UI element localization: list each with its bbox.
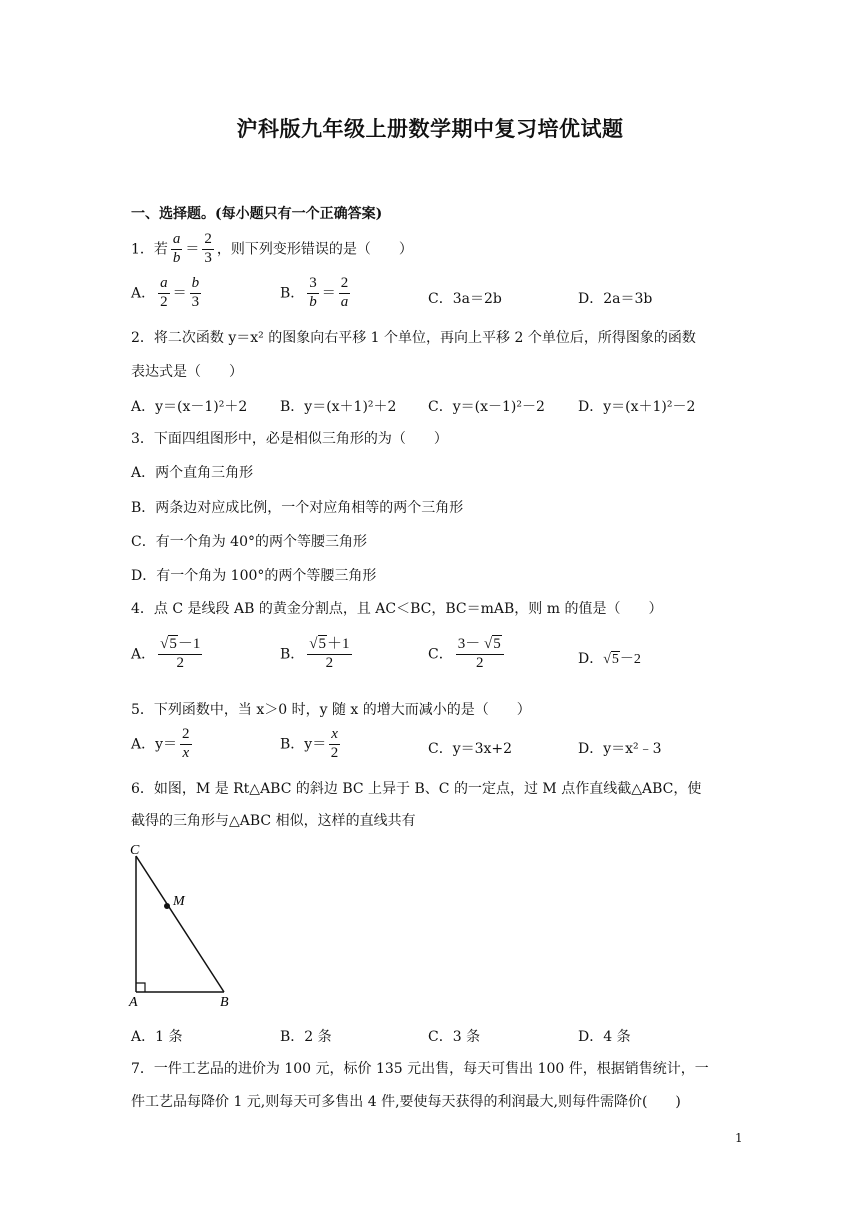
question-6-option-d: D．4 条: [578, 1029, 631, 1045]
question-3-option-c: C．有一个角为 40°的两个等腰三角形: [131, 534, 367, 550]
question-7-stem-line2: 件工艺品每降价 1 元,则每天可多售出 4 件,要使每天获得的利润最大,则每件需降价( ): [131, 1094, 681, 1110]
question-4-option-c: C． $\frac{3- √5}{2}$: [428, 637, 507, 672]
question-3-option-d: D．有一个角为 100°的两个等腰三角形: [131, 568, 377, 584]
question-1-option-a: A． $\frac{a}{2}$ ＝ $\frac{b}{3}$: [131, 275, 200, 310]
question-6-option-a: A．1 条: [131, 1029, 183, 1045]
question-7-stem-line1: 7．一件工艺品的进价为 100 元，标价 135 元出售，每天可售出 100 件，根据销售统计，一: [131, 1061, 709, 1077]
question-4-option-b: B． $\frac{√5+1}{2}$: [280, 636, 350, 671]
question-3-option-b: B．两条边对应成比例，一个对应角相等的两个三角形: [131, 500, 464, 516]
right-triangle-figure: [122, 838, 242, 1010]
question-6-option-b: B．2 条: [280, 1029, 332, 1045]
fraction: $\frac{a}{b}$: [172, 231, 181, 266]
question-2-option-c: C．y＝(x－1)²－2: [428, 399, 545, 415]
question-4-stem: 4．点 C 是线段 AB 的黄金分割点，且 AC＜BC，BC＝mAB，则 m 的值是（ ）: [131, 601, 663, 617]
question-1-stem: 1．若 $\frac{a}{b}$ ＝ $\frac{2}{3}$ ，则下列变形错误的是（ ）: [131, 231, 413, 266]
question-3-stem: 3．下面四组图形中，必是相似三角形的为（ ）: [131, 431, 448, 447]
question-5-option-d: D．y＝x²﹣3: [578, 741, 662, 757]
fraction: $\frac{2}{3}$: [204, 231, 212, 266]
question-1-option-b: B． $\frac{3}{b}$ ＝ $\frac{2}{a}$: [280, 275, 349, 310]
question-1-option-c: C．3a＝2b: [428, 291, 502, 307]
section-heading: 一、选择题。(每小题只有一个正确答案): [131, 206, 383, 222]
question-6-stem-line1: 6．如图，M 是 Rt△ABC 的斜边 BC 上异于 B、C 的一定点，过 M 点作直线截△ABC，使: [131, 781, 702, 797]
question-3-option-a: A．两个直角三角形: [131, 465, 254, 481]
page-title: 沪科版九年级上册数学期中复习培优试题: [236, 116, 624, 141]
page-number: 1: [735, 1131, 743, 1145]
question-5-option-a: A．y＝ $\frac{2}{x}$: [131, 726, 190, 761]
question-2-option-a: A．y＝(x－1)²＋2: [131, 399, 248, 415]
question-4-option-a: A． $\frac{√5-1}{2}$: [131, 636, 201, 671]
vertex-label-c: C: [130, 843, 140, 858]
question-2-option-b: B．y＝(x＋1)²＋2: [280, 399, 397, 415]
vertex-label-a: A: [129, 995, 138, 1010]
vertex-label-b: B: [220, 995, 229, 1010]
question-6-option-c: C．3 条: [428, 1029, 481, 1045]
question-6-stem-line2: 截得的三角形与△ABC 相似，这样的直线共有: [131, 813, 416, 829]
question-4-option-d: D．√5－2: [578, 651, 641, 667]
question-5-stem: 5．下列函数中，当 x＞0 时，y 随 x 的增大而减小的是（ ）: [131, 702, 531, 718]
question-5-option-c: C．y＝3x+2: [428, 741, 513, 757]
question-2-stem-line1: 2．将二次函数 y＝x² 的图象向右平移 1 个单位，再向上平移 2 个单位后，所得图象的函数: [131, 330, 696, 346]
question-1-option-d: D．2a＝3b: [578, 291, 653, 307]
question-2-option-d: D．y＝(x＋1)²－2: [578, 399, 696, 415]
question-5-option-b: B．y＝ $\frac{x}{2}$: [280, 726, 339, 761]
point-label-m: M: [173, 894, 185, 909]
question-2-stem-line2: 表达式是（ ）: [131, 364, 243, 380]
